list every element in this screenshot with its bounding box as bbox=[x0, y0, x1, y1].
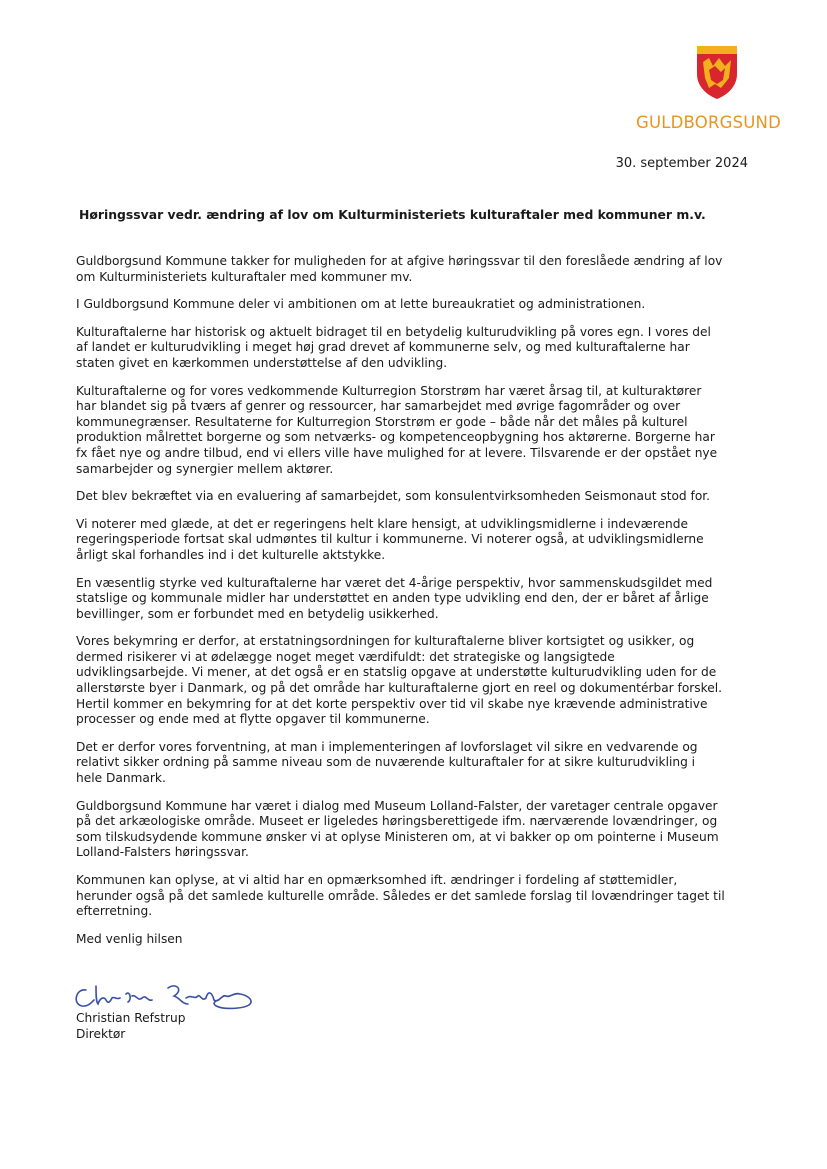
paragraph-line: efterretning. bbox=[76, 904, 153, 919]
body-paragraph bbox=[76, 576, 762, 623]
paragraph-line: Guldborgsund Kommune har været i dialog med Museum Lolland-Falster, der varetager centrale opgaver bbox=[76, 798, 718, 813]
body-paragraph bbox=[76, 873, 762, 920]
body-paragraph bbox=[76, 384, 762, 478]
paragraph-line: af landet er kulturudvikling i meget høj grad drevet af kommunerne selv, og med kulturaftalerne har bbox=[76, 340, 690, 355]
paragraph-line: udviklingsarbejde. Vi mener, at det også er en statslig opgave at understøtte kulturudvikling uden for de bbox=[76, 665, 717, 680]
paragraph-line: Guldborgsund Kommune takker for muligheden for at afgive høringssvar til den foreslåede ændring af lov bbox=[76, 254, 723, 268]
paragraph-line: Kulturaftalerne og for vores vedkommende Kulturregion Storstrøm har været årsag til, at kulturaktører bbox=[76, 383, 702, 398]
paragraph-line: Det er derfor vores forventning, at man i implementeringen af lovforslaget vil sikre en vedvarende og bbox=[76, 739, 698, 754]
paragraph-line: produktion målrettet borgerne og som netværks- og kompetenceopbygning hos aktørerne. Borgerne har bbox=[76, 430, 715, 445]
body-paragraph bbox=[76, 517, 762, 564]
paragraph-line: processer og ende med at flytte opgaver til kommunerne. bbox=[76, 712, 430, 727]
paragraph-line: I Guldborgsund Kommune deler vi ambitionen om at lette bureaukratiet og administrationen. bbox=[76, 297, 646, 312]
handwritten-signature bbox=[68, 980, 268, 1012]
letter-date: 30. september 2024 bbox=[615, 156, 748, 171]
letter-body bbox=[76, 254, 762, 959]
paragraph-line: samarbejder og synergier mellem aktører. bbox=[76, 461, 334, 476]
paragraph-line: fx fået nye og andre tilbud, end vi ellers ville have mulighed for at levere. Tilsvarende er der opstået nye bbox=[76, 445, 718, 460]
paragraph-line: En væsentlig styrke ved kulturaftalerne har været det 4-årige perspektiv, hvor sammenskudsgildet med bbox=[76, 575, 713, 590]
paragraph-line: hele Danmark. bbox=[76, 771, 166, 786]
paragraph-line: bevillinger, som er forbundet med en betydelig usikkerhed. bbox=[76, 606, 439, 621]
paragraph-line: Kommunen kan oplyse, at vi altid har en opmærksomhed ift. ændringer i fordeling af støttemidler, bbox=[76, 873, 678, 887]
brand-wordmark: GULDBORGSUND bbox=[635, 113, 781, 132]
paragraph-line: statslige og kommunale midler har understøttet en anden type udvikling end den, der er båret af årlige bbox=[76, 591, 709, 606]
signer-block bbox=[76, 1011, 186, 1042]
paragraph-line: staten givet en kærkommen understøttelse af den udvikling. bbox=[76, 355, 448, 370]
paragraph-line: regeringsperiode fortsat skal udmøntes til kultur i kommunerne. Vi noterer også, at udviklingsmidlerne bbox=[76, 532, 704, 547]
paragraph-line: årligt skal forhandles ind i det kulturelle aktstykke. bbox=[76, 547, 386, 562]
paragraph-line: dermed risikerer vi at ødelægge noget meget værdifuldt: det strategiske og langsigtede bbox=[76, 649, 615, 664]
paragraph-line: Lolland-Falsters høringssvar. bbox=[76, 845, 249, 860]
paragraph-line: allerstørste byer i Danmark, og på det område har kulturaftalerne gjort en reel og dokumentérbar forskel. bbox=[76, 681, 723, 696]
paragraph-line: Hertil kommer en bekymring for at det korte perspektiv over tid vil skabe nye krævende administrative bbox=[76, 696, 708, 711]
paragraph-line: kommunegrænser. Resultaterne for Kulturregion Storstrøm er gode – både når det måles på kulturel bbox=[76, 414, 688, 429]
paragraph-line: Kulturaftalerne har historisk og aktuelt bidraget til en betydelig kulturudvikling på vores egn. I vores del bbox=[76, 324, 711, 339]
paragraph-line: Vi noterer med glæde, at det er regeringens helt klare hensigt, at udviklingsmidlerne i indeværende bbox=[76, 516, 688, 531]
paragraph-line: om Kulturministeriets kulturaftaler med kommuner mv. bbox=[76, 269, 413, 284]
paragraph-line: som tilskudsydende kommune ønsker vi at oplyse Ministeren om, at vi bakker op om pointerne i Museum bbox=[76, 829, 719, 844]
paragraph-line: Det blev bekræftet via en evaluering af samarbejdet, som konsulentvirksomheden Seismonaut stod for. bbox=[76, 489, 711, 504]
paragraph-line: Vores bekymring er derfor, at erstatningsordningen for kulturaftalerne bliver kortsigtet og usikker, og bbox=[76, 634, 695, 649]
signer-title: Direktør bbox=[76, 1026, 126, 1041]
body-paragraph bbox=[76, 254, 762, 285]
body-paragraph bbox=[76, 932, 762, 948]
municipality-crest-icon bbox=[695, 44, 739, 100]
body-paragraph bbox=[76, 297, 762, 313]
letter-subject: Høringssvar vedr. ændring af lov om Kulturministeriets kulturaftaler med kommuner m.v. bbox=[79, 207, 706, 222]
paragraph-line: relativt sikker ordning på samme niveau som de nuværende kulturaftaler for at sikre kulturudvikling i bbox=[76, 755, 696, 770]
body-paragraph bbox=[76, 740, 762, 787]
paragraph-line: herunder også på det samlede kulturelle område. Således er det samlede forslag til lovændringer taget til bbox=[76, 888, 725, 903]
paragraph-line: har blandet sig på tværs af genrer og ressourcer, har samarbejdet med øvrige fagområder og over bbox=[76, 399, 681, 414]
signer-name: Christian Refstrup bbox=[76, 1011, 186, 1025]
body-paragraph bbox=[76, 799, 762, 861]
body-paragraph bbox=[76, 634, 762, 728]
body-paragraph bbox=[76, 325, 762, 372]
paragraph-line: Med venlig hilsen bbox=[76, 931, 183, 946]
paragraph-line: på det arkæologiske område. Museet er ligeledes høringsberettigede ifm. nærværende lovændringer, og bbox=[76, 814, 718, 829]
body-paragraph bbox=[76, 489, 762, 505]
